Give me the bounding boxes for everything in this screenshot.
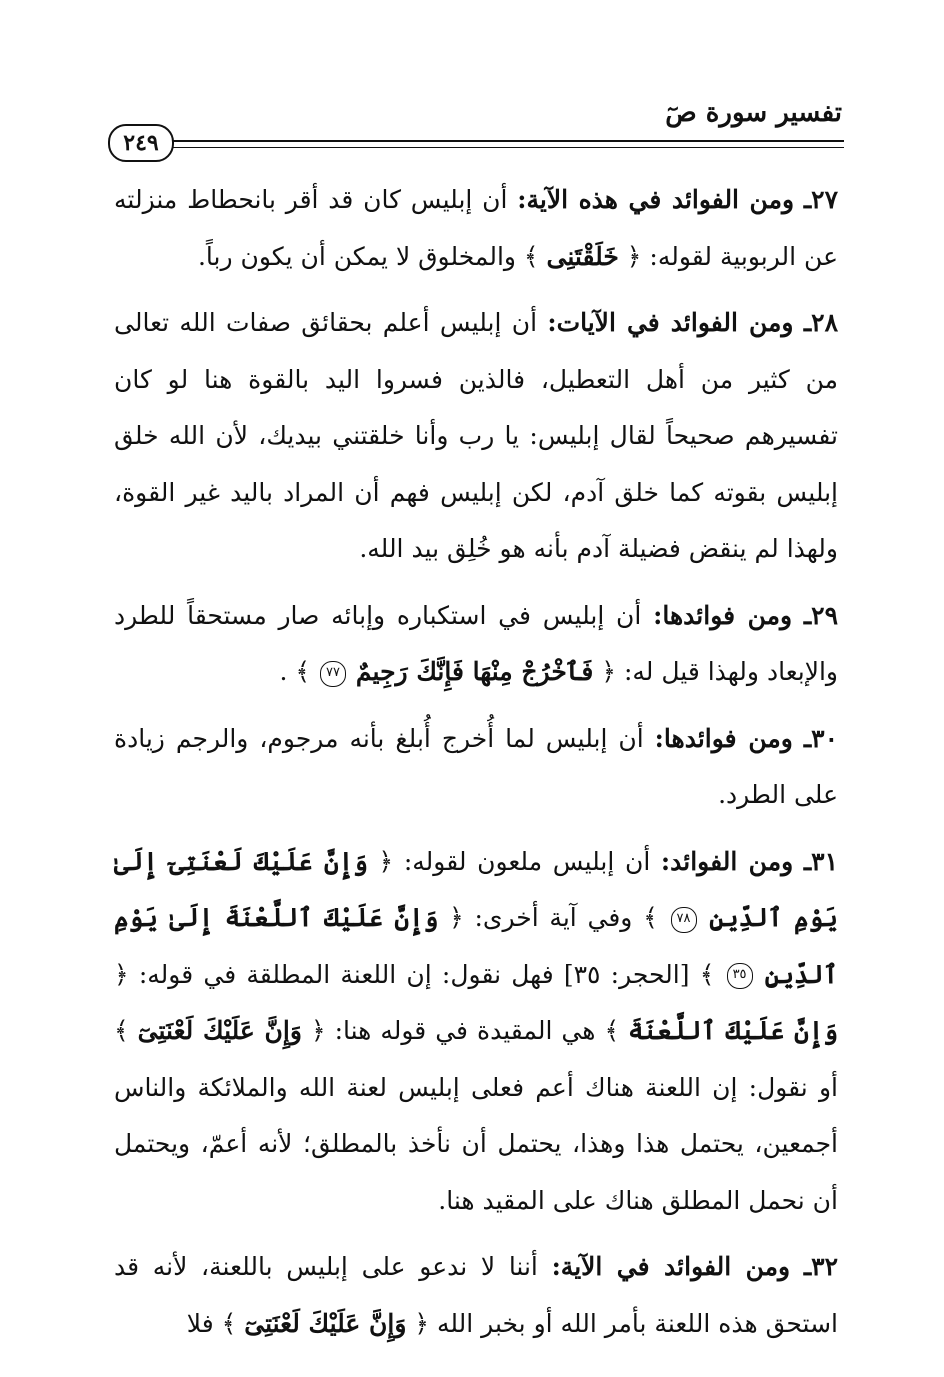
paragraph-30 (114, 711, 838, 824)
paragraph-text: فلا (186, 1308, 214, 1338)
ayah-number-marker: ٧٨ (671, 907, 697, 933)
paragraph-text: أن إبليس ملعون لقوله: (393, 846, 651, 876)
paragraph-text: أن إبليس كان قد أقر بانحطاط منزلته عن الربوبية لقوله: (114, 185, 838, 271)
quran-bracket-open: ﴿ (626, 241, 642, 271)
quran-bracket-close: ﴾ (114, 1016, 129, 1045)
quran-verse: وَإِنَّ عَلَيْكَ ٱللَّعْنَةَ (628, 1016, 839, 1045)
paragraph-text: . (279, 657, 288, 686)
running-title: تفسير سورة صٓ (665, 98, 842, 128)
quran-verse: وَإِنَّ عَلَيْكَ لَعْنَتِىٓ (137, 1016, 302, 1045)
quran-verse: خَلَقْتَنِى (546, 241, 619, 271)
paragraph-text: أن إبليس لما أُخرج أُبلغ بأنه مرجوم، والرجم زيادة على الطرد. (114, 723, 838, 809)
paragraph-lead: ومن الفوائد في الآية: (551, 1252, 791, 1281)
paragraph-text: هي المقيدة في قوله هنا: (325, 1016, 596, 1045)
quran-verse: وَإِنَّ عَلَيْكَ لَعْنَتِىٓ إِلَىٰ يَوْمِ ٱلدِّينِ (114, 846, 838, 932)
paragraph-27 (114, 172, 838, 285)
quran-verse: فَٱخْرُجْ مِنْهَا فَإِنَّكَ رَجِيمٌ (355, 657, 594, 686)
ayah-number-marker: ٧٧ (320, 661, 346, 687)
quran-bracket-close: ﴾ (643, 903, 658, 932)
paragraph-number: ٣٢ـ (803, 1252, 838, 1281)
quran-bracket-open: ﴿ (601, 657, 616, 686)
paragraph-28 (114, 295, 838, 578)
page-header (108, 96, 844, 156)
paragraph-text: أننا لا ندعو على إبليس باللعنة، لأنه قد استحق هذه اللعنة بأمر الله أو بخبر الله (114, 1252, 838, 1338)
paragraph-number: ٢٩ـ (803, 600, 839, 630)
quran-bracket-open: ﴿ (414, 1308, 430, 1338)
quran-bracket-open: ﴿ (378, 846, 394, 876)
quran-bracket-open: ﴿ (310, 1016, 326, 1045)
paragraph-number: ٢٨ـ (803, 308, 839, 337)
quran-bracket-close: ﴾ (295, 657, 310, 686)
quran-bracket-close: ﴾ (221, 1308, 237, 1338)
paragraph-number: ٣١ـ (803, 846, 838, 876)
paragraph-lead: ومن فوائدها: (653, 600, 793, 630)
paragraph-lead: ومن فوائدها: (654, 723, 793, 753)
paragraph-text: والمخلوق لا يمكن أن يكون رباً. (197, 241, 516, 271)
paragraph-text: وفي آية أخرى: (463, 903, 633, 932)
paragraph-number: ٣٠ـ (803, 723, 838, 753)
header-rule (166, 140, 844, 148)
quran-verse: وَإِنَّ عَلَيْكَ لَعْنَتِىٓ (244, 1308, 407, 1338)
paragraph-31 (114, 834, 838, 1230)
quran-bracket-close: ﴾ (523, 241, 539, 271)
quran-verse: وَإِنَّ عَلَيْكَ ٱللَّعْنَةَ إِلَىٰ يَوْمِ ٱلدِّينِ (114, 903, 838, 989)
paragraph-text: أو نقول: إن اللعنة هناك أعم فعلى إبليس لعنة الله والملائكة والناس أجمعين، يحتمل هذا وهذا، يحتمل أن نأخذ بالمطلق؛ لأنه أعمّ، ويحتمل أن نحمل المطلق هناك على المقيد هنا. (114, 1072, 838, 1215)
page-number: ٢٤٩ (108, 124, 174, 162)
paragraph-text: أن إبليس في استكباره وإبائه صار مستحقاً للطرد والإبعاد ولهذا قيل له: (114, 600, 838, 686)
quran-bracket-open: ﴿ (449, 903, 464, 932)
paragraph-29 (114, 588, 838, 701)
ayah-number-marker: ٣٥ (727, 963, 753, 989)
paragraph-lead: ومن الفوائد في الآيات: (547, 308, 794, 337)
quran-bracket-close: ﴾ (604, 1016, 620, 1045)
quran-bracket-open: ﴿ (114, 959, 129, 989)
paragraph-lead: ومن الفوائد في هذه الآية: (517, 185, 795, 214)
paragraph-32 (114, 1239, 838, 1352)
quran-bracket-close: ﴾ (699, 959, 715, 989)
paragraph-number: ٢٧ـ (803, 185, 839, 214)
paragraph-text: أن إبليس أعلم بحقائق صفات الله تعالى من كثير من أهل التعطيل، فالذين فسروا اليد بالقوة هنا لو كان تفسيرهم صحيحاً لقال إبليس: يا رب وأنا خلقتني بيديك، لأن الله خلق إبليس بقوته كما خلق آدم، لكن إبليس فهم أن المراد باليد غير القوة، ولهذا لم ينقض فضيلة آدم بأنه هو خُلِق بيد الله. (114, 308, 838, 563)
page-body (114, 172, 838, 1362)
paragraph-lead: ومن الفوائد: (660, 846, 794, 876)
paragraph-text: [الحجر: ٣٥] فهل نقول: إن اللعنة المطلقة في قوله: (128, 959, 690, 989)
